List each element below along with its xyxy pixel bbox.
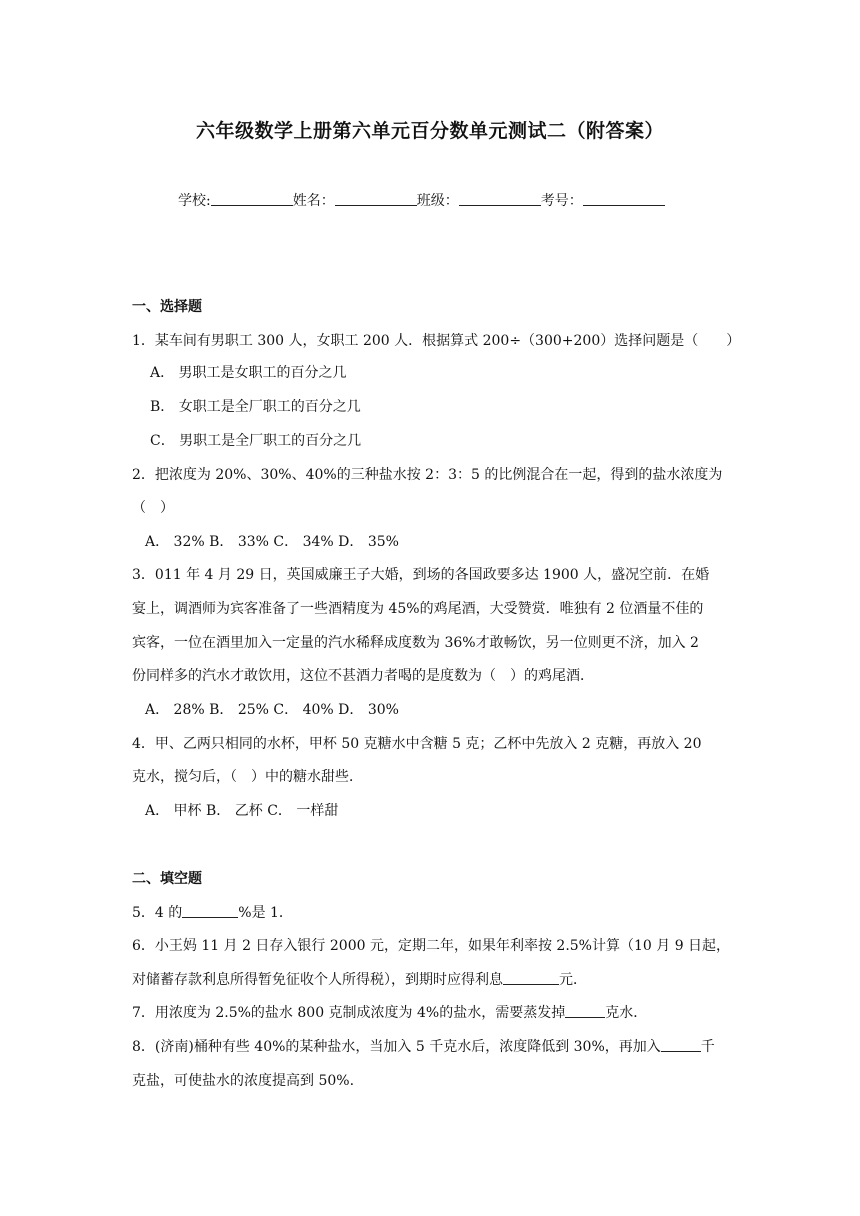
question-7-text-post: 克水． <box>605 1005 648 1021</box>
question-3-options: A． 28% B． 25% C． 40% D． 30% <box>145 702 399 718</box>
class-blank[interactable] <box>459 193 541 206</box>
name-label: 姓名： <box>292 193 335 209</box>
question-7 <box>132 1002 732 1022</box>
question-8-blank[interactable] <box>661 1039 701 1052</box>
question-7-blank[interactable] <box>565 1005 605 1018</box>
question-6-blank[interactable] <box>503 972 559 985</box>
class-label: 班级： <box>416 193 459 209</box>
student-info-row <box>178 190 665 210</box>
question-4-line-2: 克水，搅匀后，（ ）中的糖水甜些． <box>132 769 363 785</box>
section-heading-fill-blank: 二、填空题 <box>132 871 202 887</box>
question-1-stem: 1．某车间有男职工 300 人，女职工 200 人．根据算式 200÷（300+200）选择问题是（ ） <box>132 333 741 349</box>
school-label: 学校: <box>178 193 211 209</box>
question-3-line-1: 3．011 年 4 月 29 日，英国威廉王子大婚，到场的各国政要多达 1900 人，盛况空前．在婚 <box>132 567 710 583</box>
question-3-line-3: 宾客，一位在酒里加入一定量的汽水稀释成度数为 36%才敢畅饮，另一位则更不济，加入 2 <box>132 635 699 651</box>
question-6-line-1: 6．小王妈 11 月 2 日存入银行 2000 元，定期二年，如果年利率按 2.5%计算（10 月 9 日起， <box>132 938 731 954</box>
section-heading-choice: 一、选择题 <box>132 299 202 315</box>
question-8-line-2: 克盐，可使盐水的浓度提高到 50%. <box>132 1073 355 1089</box>
question-5 <box>132 902 732 922</box>
question-2-options: A． 32% B． 33% C． 34% D． 35% <box>145 534 399 550</box>
question-5-blank[interactable] <box>182 905 238 918</box>
page-title: 六年级数学上册第六单元百分数单元测试二（附答案） <box>195 120 664 142</box>
question-1-option-c: C． 男职工是全厂职工的百分之几 <box>150 433 362 449</box>
name-blank[interactable] <box>335 193 417 206</box>
question-5-text-post: %是 1． <box>238 905 293 921</box>
question-2-stem-line-2: （ ） <box>132 500 174 516</box>
question-5-text-pre: 5．4 的 <box>132 905 183 921</box>
question-4-options: A． 甲杯 B． 乙杯 C． 一样甜 <box>145 803 339 819</box>
question-3-line-4: 份同样多的汽水才敢饮用，这位不甚酒力者喝的是度数为（ ）的鸡尾酒． <box>132 668 594 684</box>
question-4-line-1: 4．甲、乙两只相同的水杯，甲杯 50 克糖水中含糖 5 克；乙杯中先放入 2 克糖，再放入 20 <box>132 736 702 752</box>
exam-no-blank[interactable] <box>583 193 665 206</box>
question-8-text-pre: 8．(济南)桶种有些 40%的某种盐水，当加入 5 千克水后，浓度降低到 30%，再加入 <box>132 1039 661 1055</box>
question-6-line-2 <box>132 969 732 989</box>
school-blank[interactable] <box>211 193 293 206</box>
exam-no-label: 考号： <box>540 193 583 209</box>
question-8-line-1 <box>132 1036 732 1056</box>
question-6-text-post: 元． <box>559 972 587 988</box>
question-8-text-post: 千 <box>700 1039 715 1055</box>
question-6-text-pre: 对储蓄存款利息所得暂免征收个人所得税），到期时应得利息 <box>132 972 503 988</box>
question-3-line-2: 宴上，调酒师为宾客准备了一些酒精度为 45%的鸡尾酒，大受赞赏．唯独有 2 位酒量不佳的 <box>132 601 704 617</box>
question-7-text-pre: 7．用浓度为 2.5%的盐水 800 克制成浓度为 4%的盐水，需要蒸发掉 <box>132 1005 566 1021</box>
question-1-option-a: A． 男职工是女职工的百分之几 <box>150 365 347 381</box>
question-2-stem-line-1: 2．把浓度为 20%、30%、40%的三种盐水按 2：3：5 的比例混合在一起，得到的盐水浓度为 <box>132 467 723 483</box>
question-1-option-b: B． 女职工是全厂职工的百分之几 <box>150 399 361 415</box>
